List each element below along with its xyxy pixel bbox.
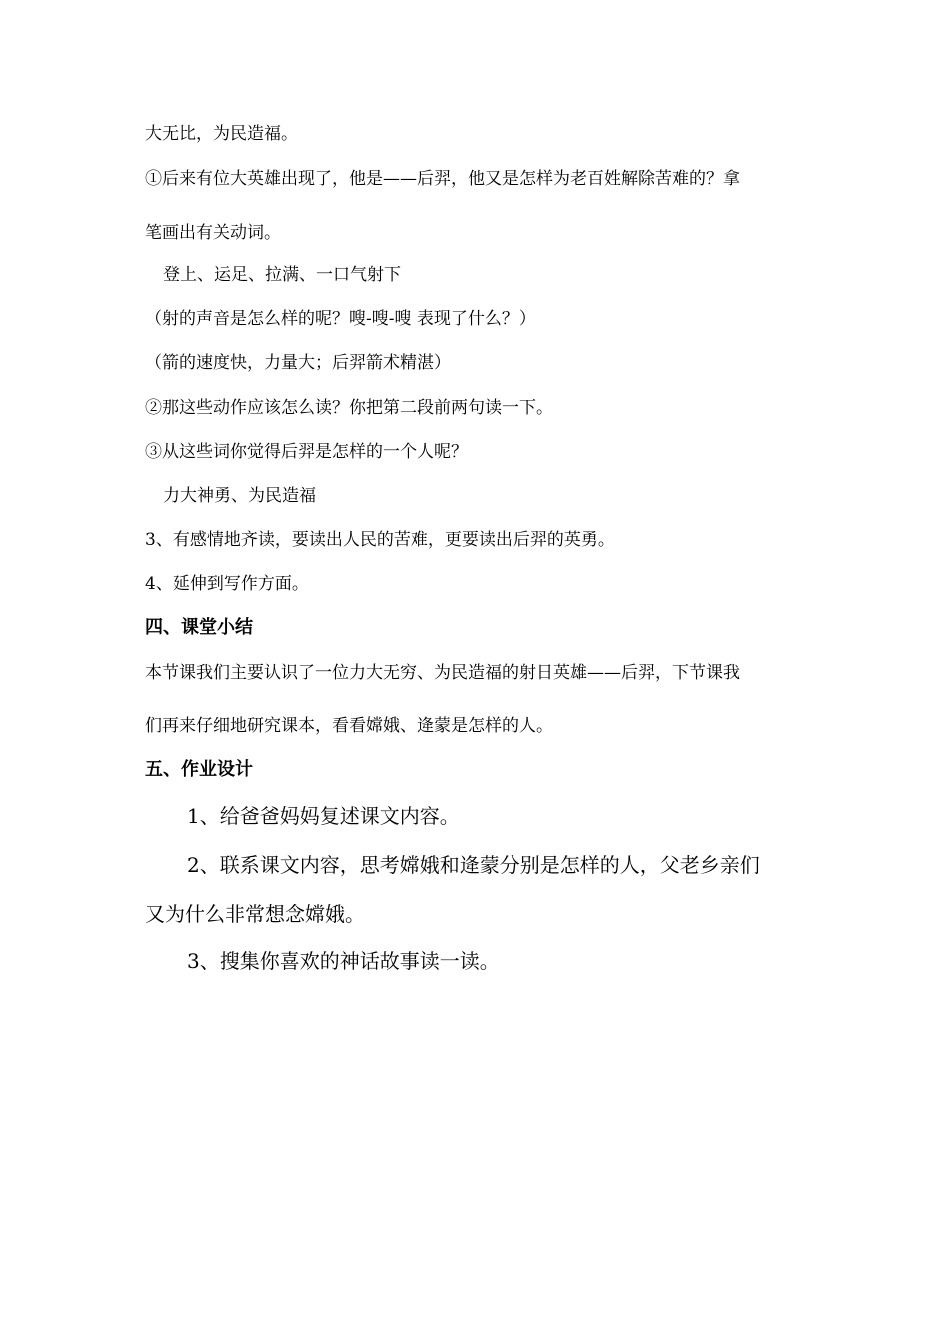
homework-item-3: 3、搜集你喜欢的神话故事读一读。 [187,949,500,973]
summary-paragraph-line: 们再来仔细地研究课本，看看嫦娥、逄蒙是怎样的人。 [145,716,553,736]
homework-item-1: 1、给爸爸妈妈复述课文内容。 [187,804,460,828]
text-line: ③从这些词你觉得后羿是怎样的一个人呢？ [145,442,468,462]
summary-paragraph-line: 本节课我们主要认识了一位力大无穷、为民造福的射日英雄——后羿，下节课我 [145,663,740,683]
text-line: ①后来有位大英雄出现了，他是——后羿，他又是怎样为老百姓解除苦难的？拿 [145,169,740,189]
text-line: 力大神勇、为民造福 [163,486,316,506]
text-line: ②那这些动作应该怎么读？你把第二段前两句读一下。 [145,398,553,418]
section-heading-summary: 四、课堂小结 [145,617,253,638]
text-line: 大无比，为民造福。 [145,124,298,144]
homework-item-2: 2、联系课文内容，思考嫦娥和逄蒙分别是怎样的人，父老乡亲们 [187,853,760,877]
text-line: 3、有感情地齐读，要读出人民的苦难，更要读出后羿的英勇。 [145,530,615,550]
text-line: （射的声音是怎么样的呢？嗖-嗖-嗖 表现了什么？） [145,309,536,329]
text-line: 笔画出有关动词。 [145,223,281,243]
text-line: 登上、运足、拉满、一口气射下 [163,265,401,285]
text-line: 4、延伸到写作方面。 [145,574,309,594]
homework-item-2-continued: 又为什么非常想念嫦娥。 [145,902,365,926]
text-line: （箭的速度快，力量大；后羿箭术精湛） [145,353,451,373]
section-heading-homework: 五、作业设计 [145,759,253,780]
